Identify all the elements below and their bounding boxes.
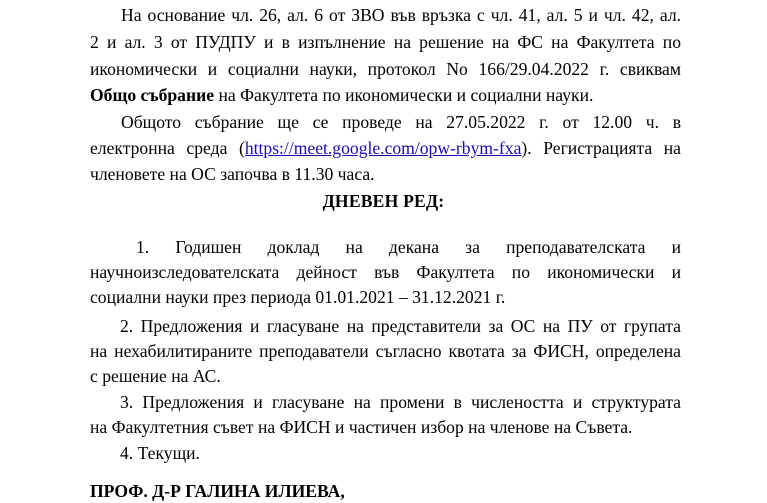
agenda-item-3-line-1: 3. Предложения и гласуване на промени в числеността и структурата: [120, 392, 681, 412]
signature-name: ПРОФ. Д-Р ГАЛИНА ИЛИЕВА,: [90, 481, 345, 501]
agenda-item-1-line-2: научноизследователската дейност във Факултета по икономически и: [90, 262, 681, 282]
agenda-item-4-line-1: 4. Текущи.: [120, 443, 200, 463]
paragraph-1-line-2: 2 и ал. 3 от ПУДПУ и в изпълнение на решение на ФС на Факултета по: [90, 32, 681, 52]
paragraph-1-line-4-rest: на Факултета по икономически и социални науки.: [214, 85, 594, 105]
meeting-link[interactable]: https://meet.google.com/opw-rbym-fxa: [244, 138, 522, 158]
paragraph-2-line-2: [90, 137, 681, 160]
paragraph-2-line-3: членовете на ОС започва в 11.30 часа.: [90, 164, 375, 184]
paragraph-2-line-2-before: електронна среда (: [90, 138, 245, 158]
paragraph-1-line-3: икономически и социални науки, протокол No 166/29.04.2022 г. свиквам: [90, 59, 681, 79]
paragraph-2-line-2-after: ). Регистрацията на: [521, 138, 681, 158]
general-assembly-bold: Общо събрание: [90, 85, 215, 105]
paragraph-1-line-4: [90, 84, 593, 107]
agenda-item-3-line-2: на Факултетния съвет на ФИСН и частичен избор на членове на Съвета.: [90, 417, 633, 437]
agenda-item-2-line-3: с решение на АС.: [90, 366, 221, 386]
agenda-item-1-line-3: социални науки през периода 01.01.2021 – 31.12.2021 г.: [90, 287, 506, 307]
agenda-item-1-line-1: 1. Годишен доклад на декана за преподавателската и: [136, 237, 681, 257]
paragraph-1-line-1: На основание чл. 26, ал. 6 от ЗВО във връзка с чл. 41, ал. 5 и чл. 42, ал.: [121, 5, 681, 25]
agenda-item-2-line-1: 2. Предложения и гласуване на представители за ОС на ПУ от групата: [120, 316, 681, 336]
agenda-item-2-line-2: на нехабилитираните преподаватели съгласно квотата за ФИСН, определена: [90, 341, 681, 361]
paragraph-2-line-1: Общото събрание ще се проведе на 27.05.2022 г. от 12.00 ч. в: [121, 112, 681, 132]
agenda-heading: ДНЕВЕН РЕД:: [322, 191, 445, 211]
